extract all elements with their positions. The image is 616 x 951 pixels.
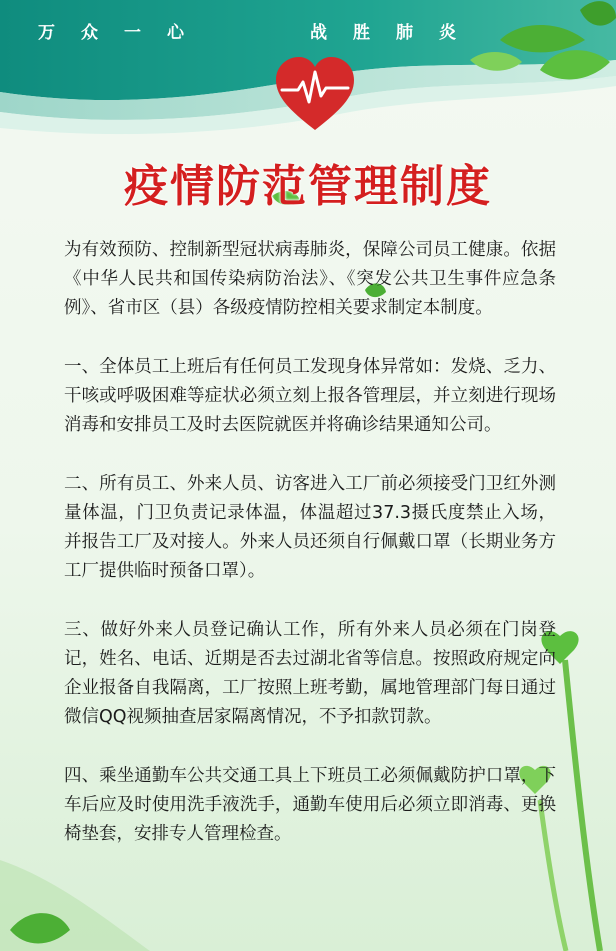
rule-paragraph-1: 一、全体员工上班后有任何员工发现身体异常如：发烧、乏力、干咳或呼吸困难等症状必须立刻上报各管理层，并立刻进行现场消毒和安排员工及时去医院就医并将确诊结果通知公司。 [64,357,556,435]
slogan-left: 万众一心 [38,23,210,43]
policy-content [64,236,556,849]
rule-paragraph-2: 二、所有员工、外来人员、访客进入工厂前必须接受门卫红外测量体温，门卫负责记录体温，体温超过37.3摄氏度禁止入场，并报告工厂及对接人。外来人员还须自行佩戴口罩（长期业务方工厂提供临时预备口罩）。 [64,474,556,581]
rule-paragraph-3: 三、做好外来人员登记确认工作，所有外来人员必须在门岗登记，姓名、电话、近期是否去过湖北省等信息。按照政府规定向企业报备自我隔离，工厂按照上班考勤，属地管理部门每日通过微信QQ视频抽查居家隔离情况，不予扣款罚款。 [64,620,556,727]
intro-paragraph: 为有效预防、控制新型冠状病毒肺炎，保障公司员工健康。依据《中华人民共和国传染病防治法》、《突发公共卫生事件应急条例》、省市区（县）各级疫情防控相关要求制定本制度。 [64,240,556,318]
slogan-right: 战胜肺炎 [310,23,482,43]
rule-paragraph-4: 四、乘坐通勤车公共交通工具上下班员工必须佩戴防护口罩，下车后应及时使用洗手液洗手，通勤车使用后必须立即消毒、更换椅垫套，安排专人管理检查。 [64,766,556,844]
page-title: 疫情防范管理制度 [124,161,492,212]
heartbeat-heart-icon [272,54,358,134]
